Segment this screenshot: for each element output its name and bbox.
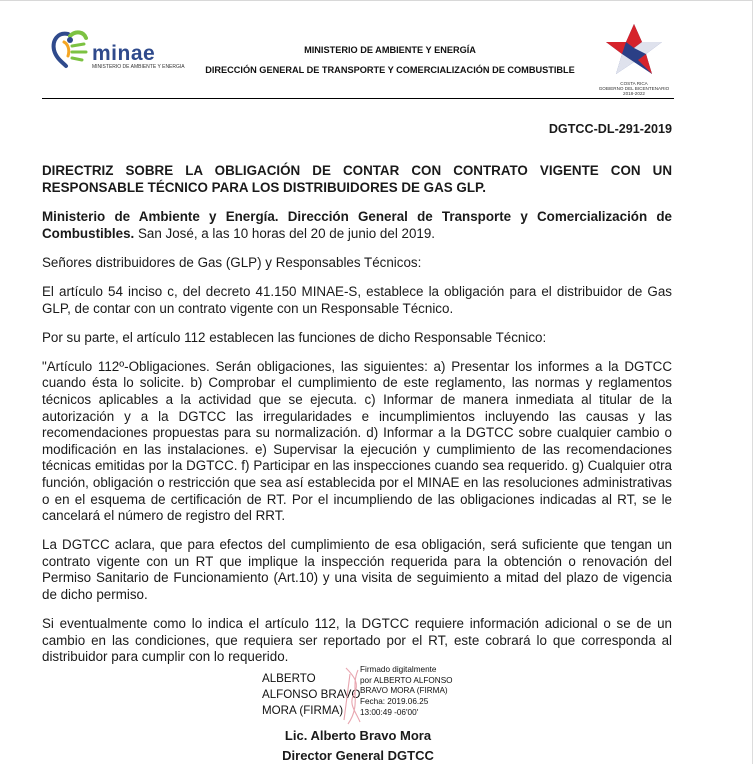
document-title: DIRECTRIZ SOBRE LA OBLIGACIÓN DE CONTAR CON CONTRATO VIGENTE CON UN RESPONSABLE TÉCNICO PARA LOS DISTRIBUIDORES DE GAS GLP. (42, 163, 672, 195)
signer-block (228, 726, 488, 766)
signature-name-line1: ALBERTO (262, 672, 316, 685)
ministry-title: MINISTERIO DE AMBIENTE Y ENERGÍA (304, 45, 476, 55)
minae-emblem-icon (48, 28, 92, 74)
directorate-title: DIRECCIÓN GENERAL DE TRANSPORTE Y COMERCIALIZACIÓN DE COMBUSTIBLE (205, 65, 575, 75)
header-divider (42, 98, 674, 99)
paragraph-additional-info: Si eventualmente como lo indica el artículo 112, la DGTCC requiere información adicional o se de un cambio en las condiciones, que requiera ser reportado por el RT, este cobrará lo que corresponda al distribuidor para cumplir con lo requerido. (42, 616, 672, 665)
signer-name: Lic. Alberto Bravo Mora (284, 728, 432, 743)
costa-rica-logo-text (598, 81, 670, 96)
cr-line2: GOBIERNO DEL BICENTENARIO (598, 86, 670, 91)
cr-line3: 2018-2022 (623, 91, 645, 96)
paragraph-clarification: La DGTCC aclara, que para efectos del cumplimiento de esa obligación, será suficiente que tengan un contrato vigente con un RT que implique la inspección requerida para la obtención o renovación del Permiso Sanitario de Funcionamiento (Art.10) y una visita de seguimiento a mitad del plazo de vigencia de dicho permiso. (42, 537, 672, 602)
document-number: DGTCC-DL-291-2019 (548, 122, 672, 136)
digital-signature (262, 664, 482, 726)
paragraph-article-54: El artículo 54 inciso c, del decreto 41.150 MINAE-S, establece la obligación para el distribuidor de Gas GLP, de contar con un contrato vigente con un Responsable Técnico. (42, 283, 672, 316)
costa-rica-logo (598, 22, 670, 97)
signature-details (360, 665, 453, 719)
document-body (42, 163, 672, 666)
signature-detail-line1: Firmado digitalmente (360, 665, 437, 674)
paragraph-article-112: Por su parte, el artículo 112 establecen las funciones de dicho Responsable Técnico: (42, 329, 547, 345)
signature-name-line3: MORA (FIRMA) (262, 704, 344, 717)
issuer-paragraph (42, 209, 672, 242)
signer-title: Director General DGTCC (282, 748, 434, 763)
signature-detail-line3: BRAVO MORA (FIRMA) (360, 686, 448, 696)
signature-name-line2: ALFONSO BRAVO (262, 688, 361, 701)
header-titles (190, 40, 590, 80)
minae-subtitle: MINISTERIO DE AMBIENTE Y ENERGIA (92, 64, 185, 70)
signature-detail-line4: Fecha: 2019.06.25 (360, 697, 429, 707)
costa-rica-star-icon (598, 22, 670, 80)
salutation: Señores distribuidores de Gas (GLP) y Responsables Técnicos: (42, 254, 422, 270)
signature-detail-line2: por ALBERTO ALFONSO (360, 675, 453, 685)
minae-wordmark: minae (92, 42, 156, 65)
issuer-name: Ministerio de Ambiente y Energía. Dirección General de Transporte y Comercialización de Combustibles. (42, 209, 672, 241)
signature-detail-line5: 13:00:49 -06'00' (360, 707, 419, 717)
page-top-border (0, 0, 753, 1)
minae-logo (48, 28, 185, 74)
cr-line1: COSTA RICA (620, 81, 648, 86)
issuer-place-date: San José, a las 10 horas del 20 de junio del 2019. (134, 225, 436, 241)
article-112-quote: "Artículo 112º-Obligaciones. Serán obligaciones, las siguientes: a) Presentar los informes a la DGTCC cuando ésta lo solicite. b) Comprobar el cumplimiento de este reglamento, las normas y reglamentos técnicos aplicables a la actividad que se ejecuta. c) Informar de manera inmediata al titular de la autorización y a la DGTCC las irregularidades e incumplimientos incluyendo las causas y las recomendaciones propuestas para su normalización. d) Informar a la DGTCC sobre cualquier cambio o modificación en las instalaciones. e) Supervisar la ejecución y cumplimiento de las recomendaciones técnicas emitidas por la DGTCC. f) Participar en las inspecciones cuando sea requerido. g) Cualquier otra función, obligación o restricción que sea así establecida por el MINAE en las resoluciones administrativas o en el esquema de certificación de RT. Por el incumpliendo de las obligaciones indicadas al RT, se le cancelará el número de registro del RRT. (42, 358, 672, 524)
